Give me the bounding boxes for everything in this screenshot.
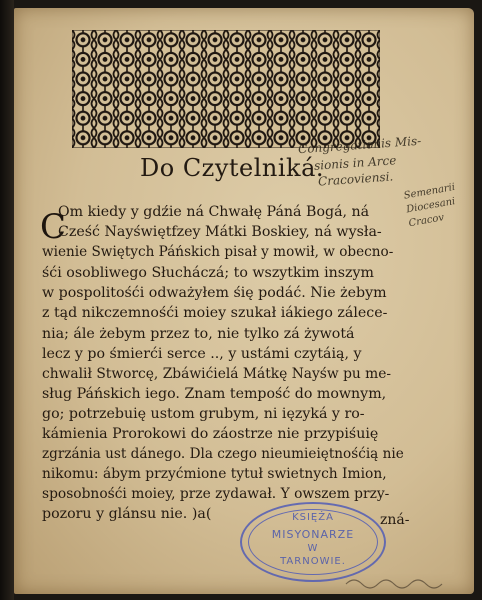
handwritten-scribble bbox=[344, 574, 454, 590]
text-line-10: sług Páńskich iego. Znam tempość do mownym, bbox=[42, 386, 387, 402]
text-line-13: zgrzánia ust dánego. Dla czego nieumieiętnośćią nie bbox=[42, 446, 404, 462]
text-line-6: z tąd nikczemnośći moiey szukał iákiego zálece- bbox=[42, 305, 388, 321]
text-line-12: kámienia Prorokowi do záostrze nie przypiśuię bbox=[42, 426, 379, 442]
handwritten-note-line-2: sionis in Arce bbox=[313, 153, 397, 173]
text-line-1: Om kiedy y gdźie ná Chwałę Páná Bogá, ná bbox=[58, 204, 370, 220]
text-line-15: sposobnośći moiey, prze zydawał. Y owszem przy- bbox=[42, 486, 390, 502]
text-line-14: nikomu: ábym przyćmione tytuł swietnych Imion, bbox=[42, 466, 387, 482]
text-line-2: Cześć Nayświętfzey Mátki Boskiey, ná wysła- bbox=[58, 224, 382, 240]
text-line-16: pozoru y glánsu nie. )a( bbox=[42, 506, 212, 522]
book-spine-shadow bbox=[0, 0, 14, 600]
text-line-5: w pospolitośći odważyłem śię podáć. Nie żebym bbox=[42, 285, 387, 301]
stamp-line-1: KSIĘŻA bbox=[292, 512, 334, 523]
ornamental-headpiece bbox=[72, 30, 380, 148]
handwritten-note-line-1: Congregationis Mis- bbox=[297, 133, 422, 157]
text-line-7: nia; ále żebym przez to, nie tylko zá żywotá bbox=[42, 326, 355, 342]
catchword: zná- bbox=[380, 512, 410, 528]
handwritten-side-note: Semenarii Diocesani Cracov bbox=[403, 181, 457, 230]
handwritten-note-line-3: Cracoviensi. bbox=[317, 169, 394, 189]
drop-cap: C bbox=[40, 207, 67, 247]
book-page bbox=[14, 8, 474, 594]
text-line-3: wienie Swiętych Páńskich pisał y mowił, w obecno- bbox=[42, 244, 394, 260]
text-line-8: lecz y po śmierći serce .., y ustámi czytáią, y bbox=[42, 346, 362, 362]
stamp-line-2: MISYONARZE bbox=[271, 528, 355, 541]
stamp-line-3: W bbox=[307, 543, 319, 554]
text-line-4: śći osobliwego Słucháczá; to wszytkim inszym bbox=[42, 265, 374, 281]
page-title: Do Czytelniká. bbox=[140, 154, 325, 182]
stamp-line-4: TARNOWIE. bbox=[280, 556, 346, 567]
text-line-11: go; potrzebuię ustom grubym, ni ięzyká y ro- bbox=[42, 406, 365, 422]
library-stamp bbox=[240, 502, 386, 582]
text-line-9: chwalił Stworcę, Zbáwićielá Mátkę Nayśw pu me- bbox=[42, 366, 392, 382]
